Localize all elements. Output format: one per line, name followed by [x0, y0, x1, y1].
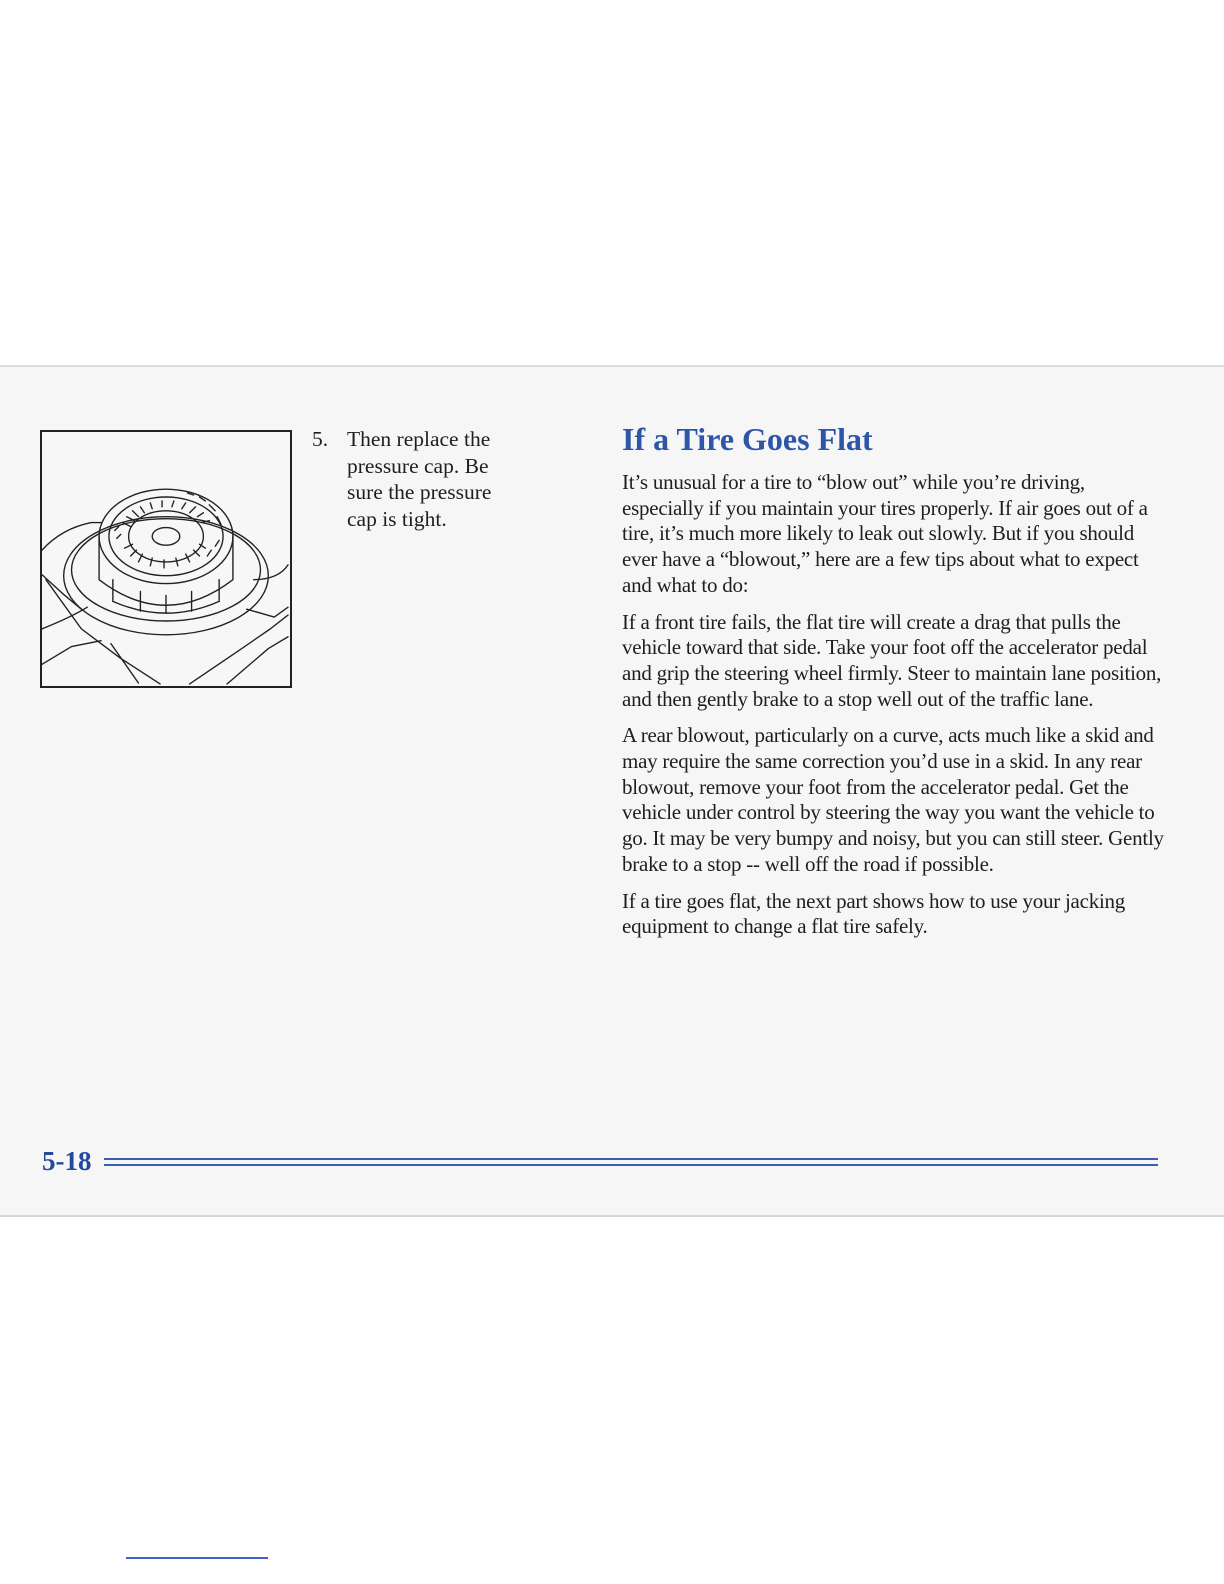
pressure-cap-illustration	[40, 430, 292, 688]
footer-rule-line	[104, 1158, 1158, 1160]
paragraph-rear-blowout: A rear blowout, particularly on a curve, acts much like a skid and may require the same correction you’d use in a skid. In any rear blowout, remove your foot from the accelerator pedal. Get the vehicle under control by steering the way you want the vehicle to go. It may be very bumpy and noisy, but you can still steer. Gently brake to a stop -- well off the road if possible.	[622, 723, 1164, 876]
section-if-a-tire-goes-flat	[622, 420, 1170, 951]
step-text: Then replace the pressure cap. Be sure the pressure cap is tight.	[347, 427, 492, 531]
paragraph-intro: It’s unusual for a tire to “blow out” while you’re driving, especially if you maintain your tires properly. If air goes out of a tire, it’s much more likely to leak out slowly. But if you should ever have a “blowout,” here are a few tips about what to expect and what to do:	[622, 470, 1148, 597]
footer-rule	[104, 1158, 1158, 1167]
pressure-cap-icon	[42, 432, 290, 686]
section-title: If a Tire Goes Flat	[622, 421, 873, 457]
bottom-link-underline[interactable]	[126, 1557, 268, 1559]
footer-rule-line	[104, 1164, 1158, 1166]
step-number: 5.	[312, 427, 329, 451]
paragraph-front-tire: If a front tire fails, the flat tire will create a drag that pulls the vehicle toward that side. Take your foot off the accelerator pedal and grip the steering wheel firmly. Steer to maintain lane position, and then gently brake to a stop well out of the traffic lane.	[622, 609, 1162, 711]
paragraph-next-part: If a tire goes flat, the next part shows how to use your jacking equipment to change a flat tire safely.	[622, 888, 1126, 939]
page-number: 5-18	[42, 1146, 92, 1176]
